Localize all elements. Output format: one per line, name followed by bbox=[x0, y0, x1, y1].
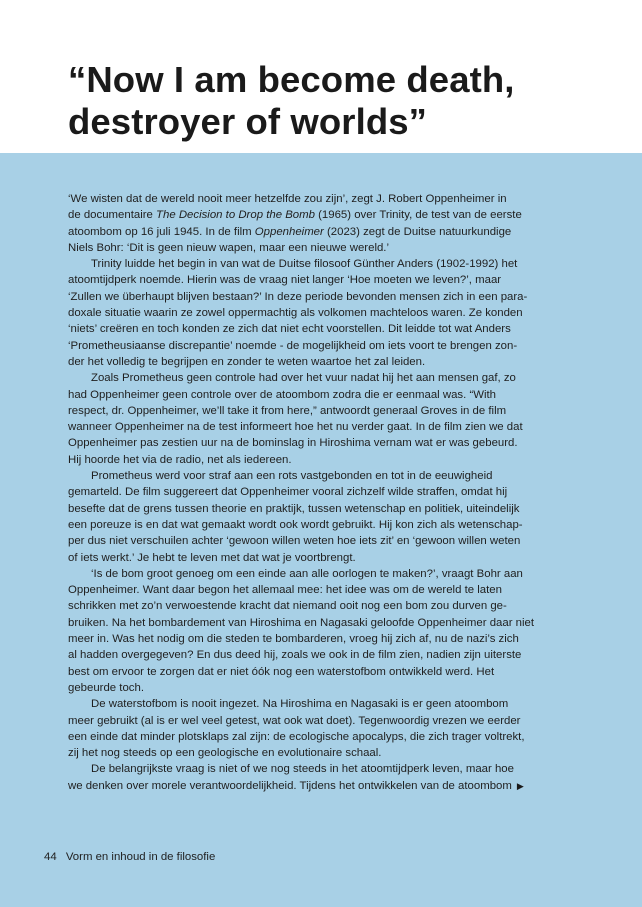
body-line: respect, dr. Oppenheimer, we’ll take it from here,” antwoordt generaal Groves in de film bbox=[68, 404, 507, 417]
body-line: Hij hoorde het via de radio, net als iedereen. bbox=[68, 453, 292, 466]
continue-arrow-icon: ▶ bbox=[516, 780, 524, 791]
body-line: best om ervoor te zorgen dat er niet óók nog een waterstofbom ontwikkeld werd. Het bbox=[68, 665, 495, 678]
article-body bbox=[68, 191, 578, 794]
paragraph-start: De waterstofbom is nooit ingezet. Na Hiroshima en Nagasaki is er geen atoombom bbox=[91, 698, 509, 711]
body-line: of iets werkt.’ Je hebt te leven met dat wat je voortbrengt. bbox=[68, 551, 356, 564]
body-line: zij het nog steeds op een geologische en evolutionaire schaal. bbox=[68, 747, 382, 760]
body-line: doxale situatie waarin ze zowel oppermachtig als volkomen machteloos waren. Ze konden bbox=[68, 307, 523, 320]
body-line: bruiken. Na het bombardement van Hiroshima en Nagasaki geloofde Oppenheimer daar niet bbox=[68, 616, 535, 629]
body-line: ‘We wisten dat de wereld nooit meer hetzelfde zou zijn’, zegt J. Robert Oppenheimer in bbox=[68, 193, 507, 205]
body-line: per dus niet verschuilen achter ‘gewoon willen weten hoe iets zit’ en ‘gewoon willen weten bbox=[68, 535, 521, 548]
body-line: we denken over morele verantwoordelijkheid. Tijdens het ontwikkelen van de atoombom ▶ bbox=[68, 778, 578, 794]
page-header bbox=[0, 0, 642, 153]
page-title bbox=[68, 59, 608, 143]
film-title-decision: The Decision to Drop the Bomb bbox=[156, 209, 315, 222]
body-line: atoombom op 16 juli 1945. In de film Oppenheimer (2023) zegt de Duitse natuurkundige bbox=[68, 225, 512, 238]
body-line: Oppenheimer pas zestien uur na de bominslag in Hiroshima vernam wat er was gebeurd. bbox=[68, 437, 518, 450]
body-line: schrikken met zo’n verwoestende kracht dat niemand ooit nog een bom zou durven ge- bbox=[68, 600, 507, 613]
body-line: een poreuze is en dat wat gemaakt wordt ook wordt gebruikt. Hij kon zich als wetenschap- bbox=[68, 518, 523, 531]
page-footer bbox=[44, 851, 215, 863]
body-line: Oppenheimer. Want daar begon het allemaal mee: het idee was om de wereld te laten bbox=[68, 584, 502, 597]
body-line: meer gebruikt (al is er wel veel getest, wat ook wat doet). Tegenwoordig vrezen we eerder bbox=[68, 714, 521, 727]
body-line: gemarteld. De film suggereert dat Oppenheimer vooral zichzelf wilde straffen, omdat hij bbox=[68, 486, 508, 499]
paragraph-start: Prometheus werd voor straf aan een rots vastgebonden en tot in de eeuwigheid bbox=[91, 470, 493, 483]
paragraph-start: ‘Is de bom groot genoeg om een einde aan alle oorlogen te maken?’, vraagt Bohr aan bbox=[91, 567, 523, 580]
title-line-1: “Now I am become death, bbox=[68, 59, 515, 100]
body-line: wanneer Oppenheimer na de test informeert hoe het nu verder gaat. In de film zien we dat bbox=[68, 421, 523, 434]
body-line: der het volledig te begrijpen en zonder te weten waartoe het zal leiden. bbox=[68, 355, 426, 368]
page-number: 44 bbox=[44, 851, 57, 863]
body-line: had Oppenheimer geen controle over de atoombom zodra die er eenmaal was. “With bbox=[68, 388, 497, 401]
body-line: de documentaire The Decision to Drop the Bomb (1965) over Trinity, de test van de eerste bbox=[68, 209, 522, 222]
body-line: ‘niets’ creëren en toch konden ze zich dat niet echt voorstellen. Dit leidde tot wat Anders bbox=[68, 323, 511, 336]
title-line-2: destroyer of worlds” bbox=[68, 101, 427, 142]
body-line: gebeurde toch. bbox=[68, 681, 144, 694]
paragraph-start: Zoals Prometheus geen controle had over het vuur nadat hij het aan mensen gaf, zo bbox=[91, 372, 516, 385]
film-title-oppenheimer: Oppenheimer bbox=[254, 225, 324, 238]
paragraph-start: Trinity luidde het begin in van wat de Duitse filosoof Günther Anders (1902-1992) het bbox=[91, 258, 518, 271]
body-line: besefte dat de grens tussen theorie en praktijk, tussen wetenschap en politiek, uiteindelijk bbox=[68, 502, 520, 515]
body-line: Niels Bohr: ‘Dit is geen nieuw wapen, maar een nieuwe wereld.’ bbox=[68, 241, 390, 254]
body-line: atoomtijdperk noemde. Hierin was de vraag niet langer ‘Hoe moeten we leven?’, maar bbox=[68, 274, 502, 287]
body-line: ‘Zullen we überhaupt blijven bestaan?’ In deze periode bevonden mensen zich in een para- bbox=[68, 290, 528, 303]
body-line: meer in. Was het nodig om die steden te bombarderen, vroeg hij zich af, nu de nazi’s zich bbox=[68, 633, 519, 646]
body-line: al hadden overgegeven? En dus deed hij, zoals we ook in de film zien, nadien zijn uiterste bbox=[68, 649, 522, 662]
running-title: Vorm en inhoud in de filosofie bbox=[65, 851, 216, 863]
body-line: ‘Prometheusiaanse discrepantie’ noemde - de mogelijkheid om iets voort te brengen zon- bbox=[68, 339, 518, 352]
paragraph-start: De belangrijkste vraag is niet of we nog steeds in het atoomtijdperk leven, maar hoe bbox=[91, 763, 514, 776]
body-line: een einde dat minder plotsklaps zal zijn: de ecologische apocalyps, die zich trager voltrekt, bbox=[68, 730, 525, 743]
